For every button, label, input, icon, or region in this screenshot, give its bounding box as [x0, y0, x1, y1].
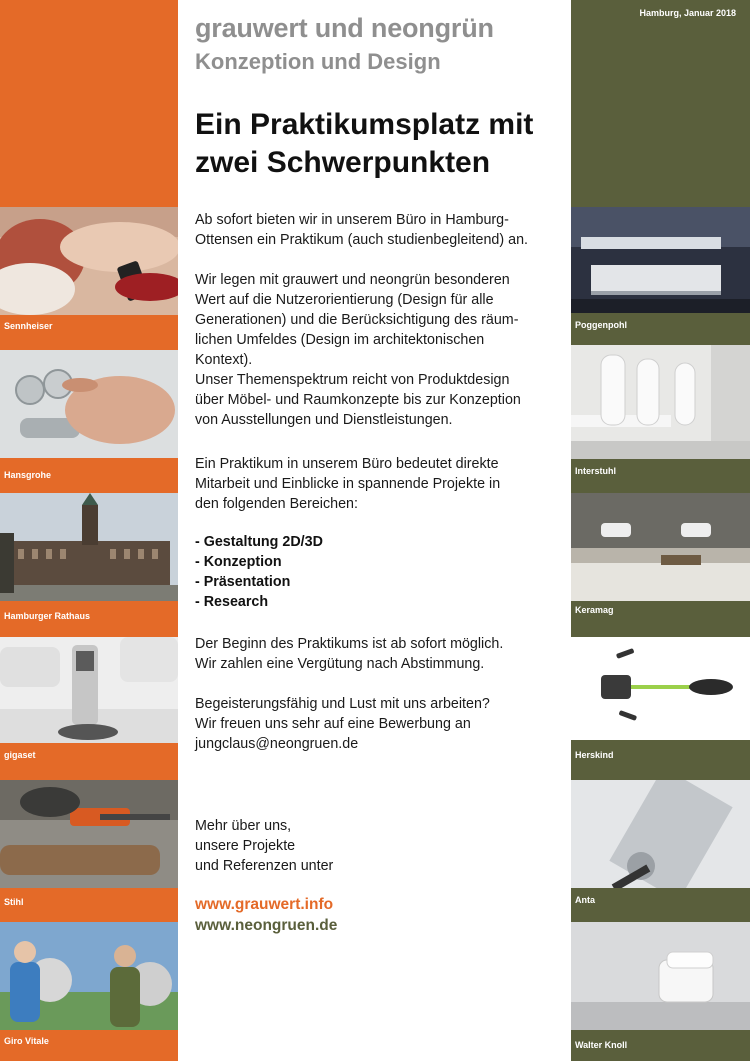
gigaset-photo — [0, 637, 178, 743]
caption-gigaset: gigaset — [4, 750, 36, 760]
text-line: Begeisterungsfähig und Lust mit uns arbeiten? — [195, 696, 490, 712]
date-line: Hamburg, Januar 2018 — [639, 8, 736, 18]
right-reference-column — [571, 0, 750, 1061]
text-line: Wir zahlen eine Vergütung nach Abstimmung. — [195, 656, 485, 672]
headline-line-1: Ein Praktikumsplatz mit — [195, 108, 534, 141]
giro-vitale-photo — [0, 922, 178, 1030]
sennheiser-photo — [0, 207, 178, 315]
focus-paragraph — [195, 270, 571, 430]
text-line: lichen Umfeldes (Design im architektonischen — [195, 332, 485, 348]
text-line: den folgenden Bereichen: — [195, 496, 358, 512]
caption-herskind: Herskind — [575, 750, 614, 760]
text-line: Ab sofort bieten wir in unserem Büro in Hamburg- — [195, 212, 509, 228]
list-item: - Gestaltung 2D/3D — [195, 534, 323, 550]
walter-knoll-photo — [571, 922, 750, 1030]
caption-anta: Anta — [575, 895, 595, 905]
start-paragraph — [195, 634, 571, 674]
text-line: Mitarbeit und Einblicke in spannende Projekte in — [195, 476, 501, 492]
caption-walter-knoll: Walter Knoll — [575, 1040, 628, 1050]
text-line: Ein Praktikum in unserem Büro bedeutet direkte — [195, 456, 499, 472]
focus-areas-list — [195, 532, 571, 612]
brand-name: grauwert und neongrün — [195, 13, 494, 43]
list-item: - Research — [195, 594, 269, 610]
caption-poggenpohl: Poggenpohl — [575, 320, 627, 330]
caption-interstuhl: Interstuhl — [575, 466, 617, 476]
more-info-paragraph — [195, 816, 571, 876]
text-line: von Ausstellungen und Dienstleistungen. — [195, 412, 453, 428]
text-line: Der Beginn des Praktikums ist ab sofort möglich. — [195, 636, 504, 652]
caption-stihl: Stihl — [4, 897, 24, 907]
text-line: Unser Themenspektrum reicht von Produktdesign — [195, 372, 510, 388]
text-line: Wert auf die Nutzerorientierung (Design für alle — [195, 292, 494, 308]
left-reference-column — [0, 0, 178, 1061]
caption-giro-vitale: Giro Vitale — [4, 1036, 49, 1046]
intro-paragraph — [195, 210, 571, 250]
hansgrohe-photo — [0, 350, 178, 458]
stihl-photo — [0, 780, 178, 888]
anta-photo — [571, 780, 750, 888]
contact-email[interactable]: jungclaus@neongruen.de — [195, 736, 359, 752]
text-line: Wir legen mit grauwert und neongrün besonderen — [195, 272, 510, 288]
text-line: unsere Projekte — [195, 838, 296, 854]
list-item: - Präsentation — [195, 574, 291, 590]
main-content — [178, 0, 571, 1061]
link-grauwert[interactable]: www.grauwert.info — [195, 896, 334, 913]
caption-hansgrohe: Hansgrohe — [4, 470, 52, 480]
caption-hamburger-rathaus: Hamburger Rathaus — [4, 611, 91, 621]
apply-paragraph — [195, 694, 571, 754]
page-headline — [195, 106, 565, 182]
caption-sennheiser: Sennheiser — [4, 321, 53, 331]
brand-tagline: Konzeption und Design — [195, 49, 441, 74]
headline-line-2: zwei Schwerpunkten — [195, 146, 491, 179]
text-line: Wir freuen uns sehr auf eine Bewerbung an — [195, 716, 471, 732]
text-line: Kontext). — [195, 352, 253, 368]
interstuhl-photo — [571, 345, 750, 459]
text-line: und Referenzen unter — [195, 858, 334, 874]
poggenpohl-photo — [571, 207, 750, 313]
text-line: Generationen) und die Berücksichtigung des räum- — [195, 312, 519, 328]
hamburger-rathaus-photo — [0, 493, 178, 601]
link-neongruen[interactable]: www.neongruen.de — [195, 917, 338, 934]
internship-paragraph — [195, 454, 571, 514]
caption-keramag: Keramag — [575, 605, 614, 615]
keramag-photo — [571, 493, 750, 601]
text-line: über Möbel- und Raumkonzepte bis zur Konzeption — [195, 392, 521, 408]
text-line: Ottensen ein Praktikum (auch studienbegleitend) an. — [195, 232, 528, 248]
list-item: - Konzeption — [195, 554, 282, 570]
herskind-photo — [571, 637, 750, 740]
text-line: Mehr über uns, — [195, 818, 292, 834]
